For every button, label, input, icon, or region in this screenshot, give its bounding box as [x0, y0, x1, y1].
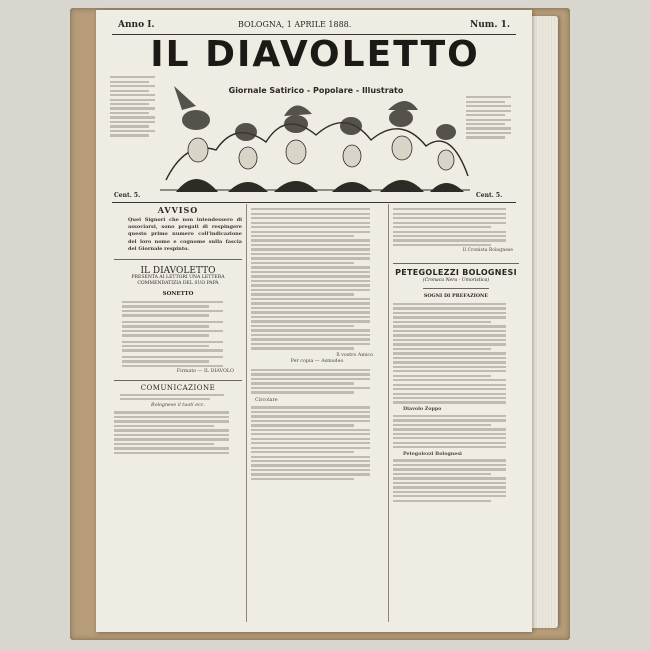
middle-third-text — [251, 406, 383, 480]
issue-year: Anno I. — [118, 20, 155, 30]
newspaper-page — [96, 10, 532, 632]
sonetto-verses — [114, 301, 242, 367]
sonetto-signature: Firmato — IL DIAVOLO — [176, 369, 234, 375]
avviso-text: Quei Signori che non intendessero di associarsi, sono pregati di respingere questo primo numero coll'indicazione del loro nome e cognome sulla fascia del Giornale respinto. — [128, 216, 242, 253]
middle-article-text — [251, 208, 383, 349]
right-article-text-3 — [393, 459, 519, 502]
petegolezzi-sub: (Cronaca Nera - Umoristica) — [422, 277, 490, 283]
comunicazione-intro — [114, 394, 242, 401]
right-top-text — [393, 208, 519, 246]
middle-circolare: Circolare — [255, 397, 278, 403]
sonetto-title: SONETTO — [162, 291, 194, 298]
right-signature: Il Cronista Bolognese — [462, 248, 513, 254]
avviso-title: AVVISO — [157, 206, 199, 215]
masthead-title: IL DIAVOLETTO — [150, 34, 480, 75]
page-edges — [528, 16, 558, 628]
inline-name-2: Petegolezzi Bolognesi — [403, 450, 462, 457]
issue-number: Num. 1. — [470, 20, 510, 30]
dateline-bar — [118, 18, 510, 32]
price-right: Cent. 5. — [476, 192, 503, 199]
right-column — [393, 206, 519, 620]
price-left: Cent. 5. — [114, 192, 141, 199]
column-rule-2 — [388, 204, 389, 622]
masthead-bottom-rule — [112, 202, 516, 203]
dateline: BOLOGNA, 1 APRILE 1888. — [238, 20, 352, 29]
column-rule-1 — [246, 204, 247, 622]
right-article-text-2 — [393, 415, 519, 449]
middle-signature-a: Il vostro Amico — [336, 352, 373, 358]
right-article-text — [393, 303, 519, 404]
inline-name-1: Diavolo Zoppo — [403, 405, 442, 412]
middle-signature-b: Per copia — Asmodeo — [290, 359, 344, 365]
masthead-subtitle: Giornale Satirico - Popolare - Illustrato — [228, 86, 404, 95]
comunicazione-text — [114, 411, 242, 454]
middle-second-text — [251, 369, 383, 394]
middle-column — [251, 206, 383, 620]
petegolezzi-title: PETEGOLEZZI BOLOGNESI — [395, 268, 517, 278]
diavoletto-section-title: IL DIAVOLETTO — [140, 265, 216, 276]
diavoletto-section-sub: PRESENTA AI LETTORI UNA LETTERA COMMENDATIZIA DEL SUO PAPÀ — [131, 275, 225, 287]
comunicazione-title: COMUNICAZIONE — [140, 383, 216, 392]
masthead-illustration — [156, 80, 474, 192]
left-column — [114, 206, 242, 620]
article-subheading: SOGNI DI PREFAZIONE — [423, 293, 489, 300]
comunicazione-sub: Bolognese il tuoti ecc. — [151, 402, 205, 408]
left-subscription-box — [110, 74, 160, 139]
